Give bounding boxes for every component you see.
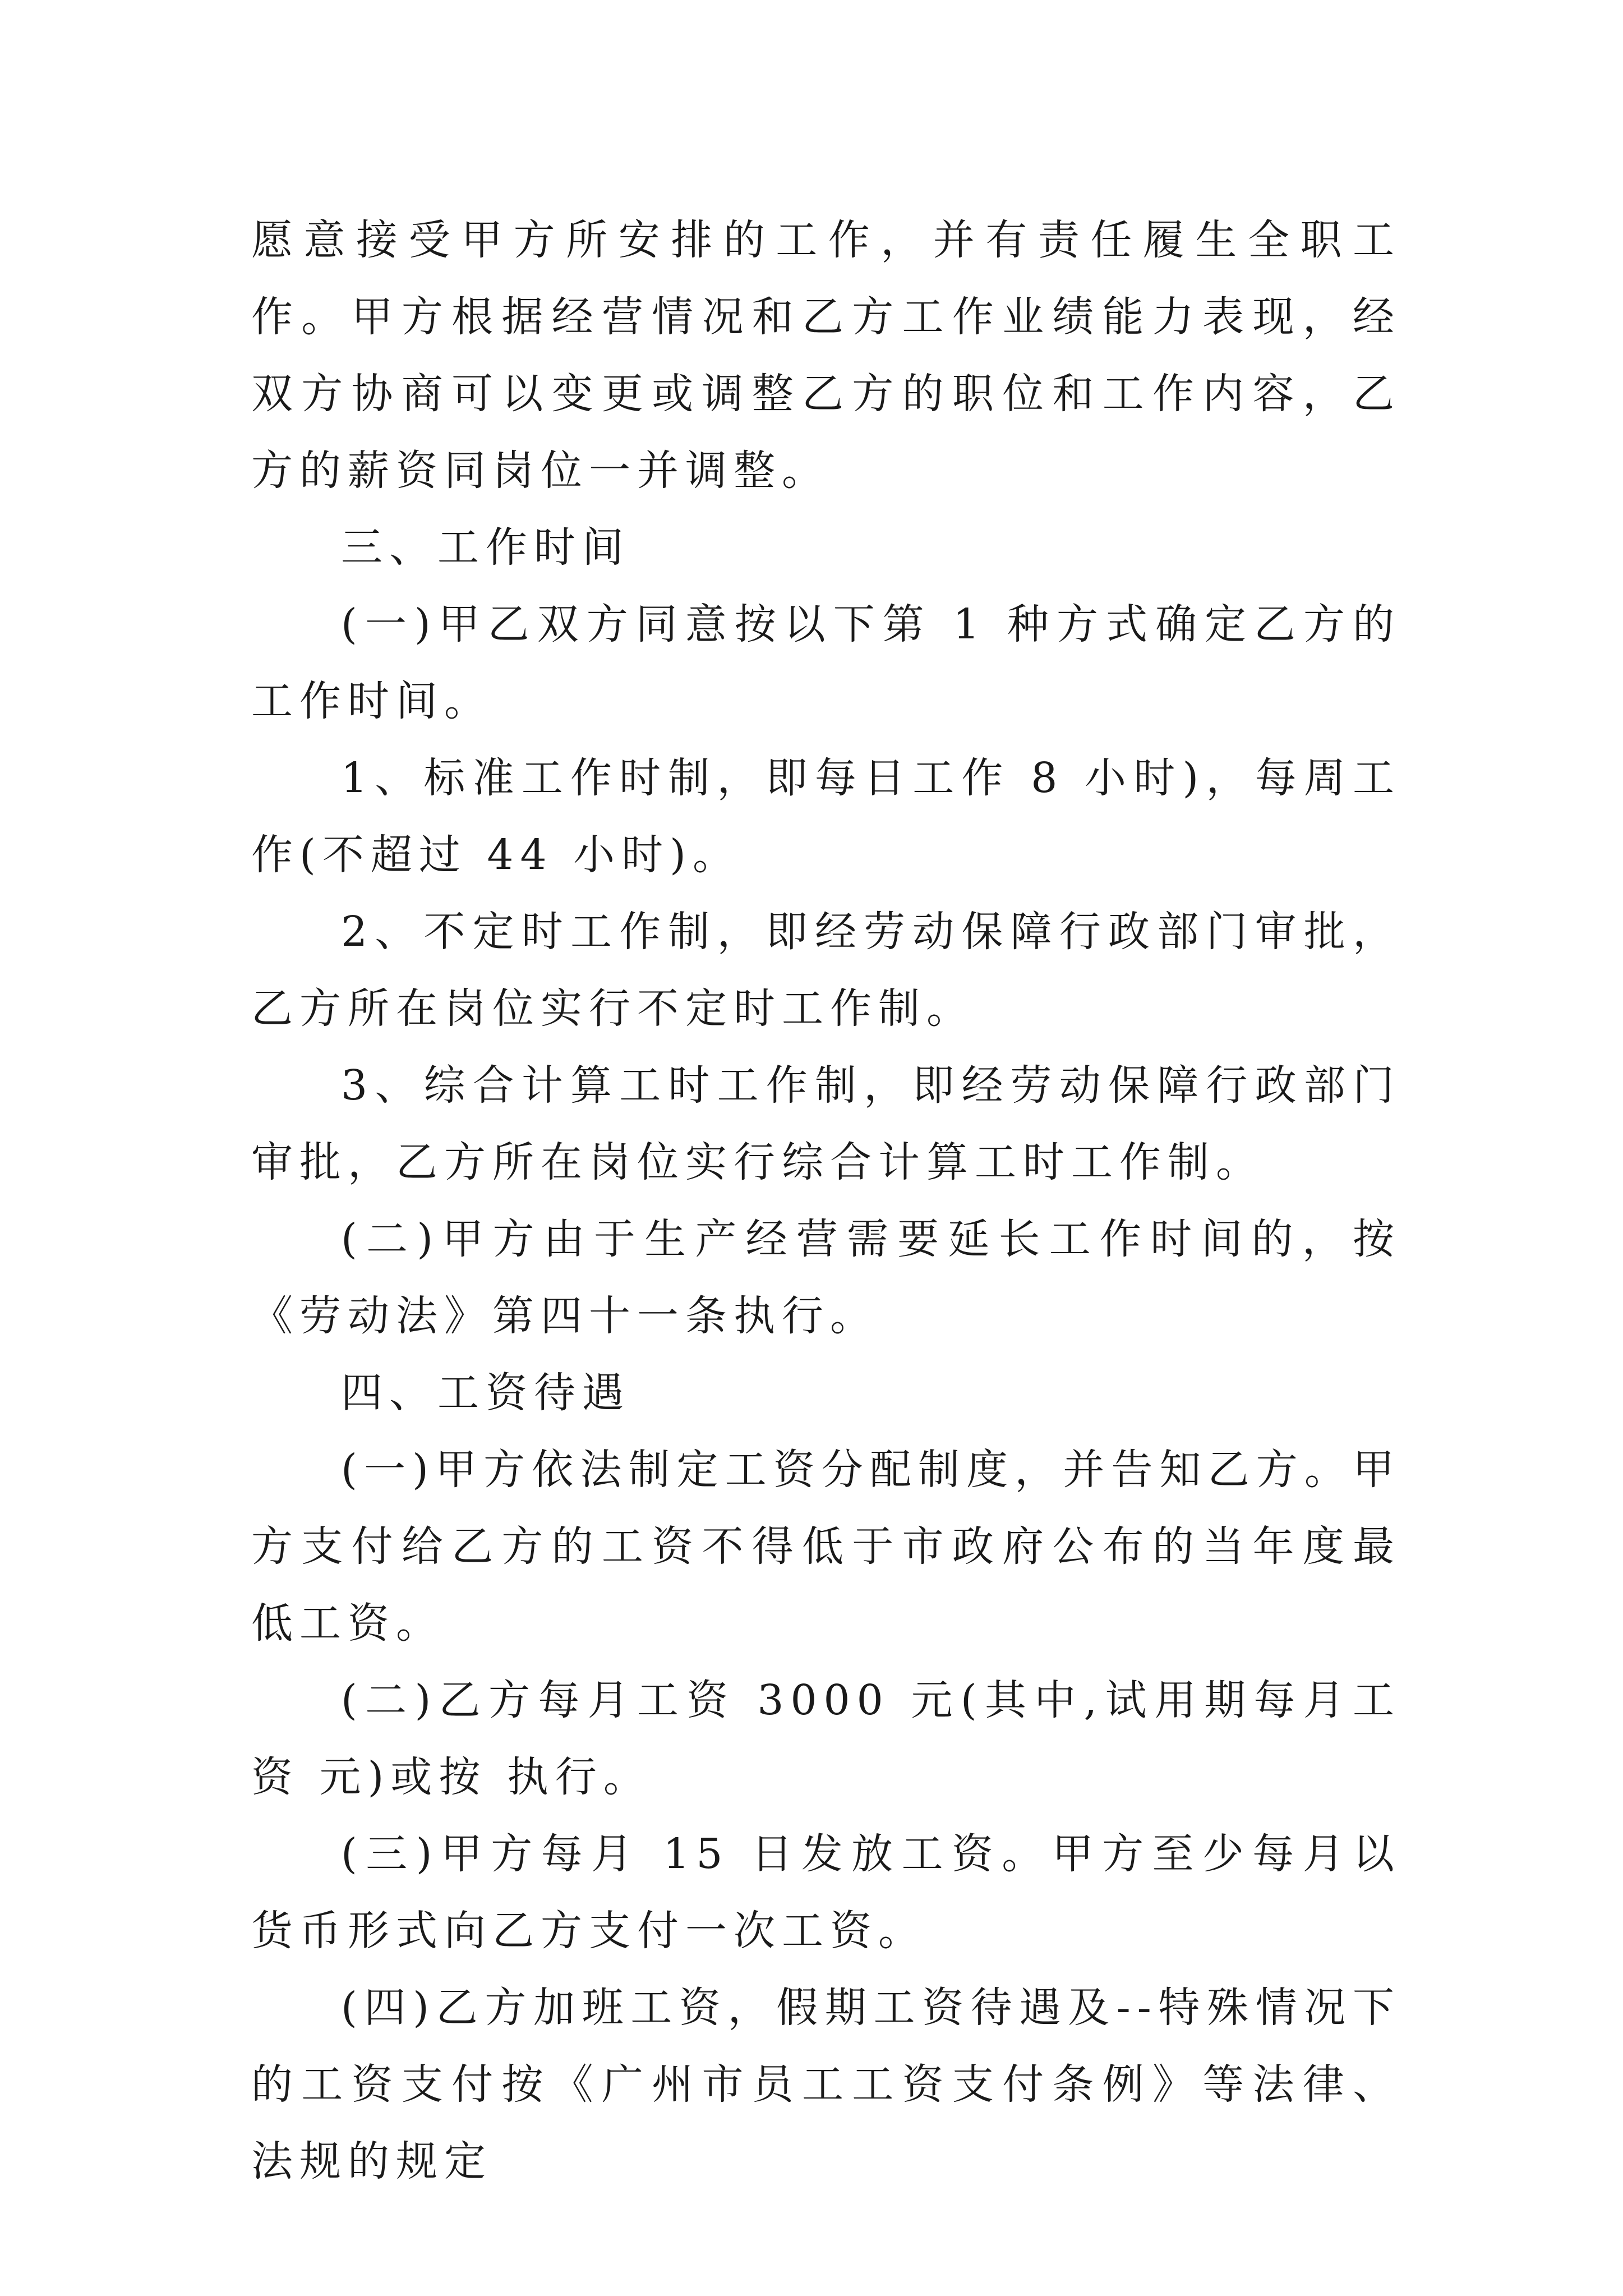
paragraph-hours-method: (一)甲乙双方同意按以下第 1 种方式确定乙方的工作时间。 <box>251 600 1401 725</box>
paragraph-job-duties: 愿意接受甲方所安排的工作，并有责任履生全职工作。甲方根据经营情况和乙方工作业绩能力表现，经双方协商可以变更或调整乙方的职位和工作内容，乙方的薪资同岗位一并调整。 <box>251 216 1401 495</box>
paragraph-special-wages: (四)乙方加班工资，假期工资待遇及--特殊情况下的工资支付按《广州市员工工资支付条例》等法律、法规的规定 <box>251 1984 1401 2185</box>
heading-working-hours: 三、工作时间 <box>341 523 630 572</box>
paragraph-overtime: (二)甲方由于生产经营需要延长工作时间的，按《劳动法》第四十一条执行。 <box>251 1215 1401 1340</box>
paragraph-flexible-hours: 2、不定时工作制，即经劳动保障行政部门审批，乙方所在岗位实行不定时工作制。 <box>251 908 1401 1033</box>
paragraph-comprehensive-hours: 3、综合计算工时工作制，即经劳动保障行政部门审批，乙方所在岗位实行综合计算工时工作制。 <box>251 1061 1401 1186</box>
heading-wages: 四、工资待遇 <box>341 1369 630 1417</box>
paragraph-monthly-wage: (二)乙方每月工资 3000 元(其中,试用期每月工资 元)或按 执行。 <box>251 1676 1401 1801</box>
document-body <box>251 202 1401 2200</box>
paragraph-standard-hours: 1、标准工作时制，即每日工作 8 小时)，每周工作(不超过 44 小时)。 <box>251 754 1401 879</box>
paragraph-wage-system: (一)甲方依法制定工资分配制度，并告知乙方。甲方支付给乙方的工资不得低于市政府公布的当年度最低工资。 <box>251 1446 1401 1648</box>
paragraph-pay-date: (三)甲方每月 15 日发放工资。甲方至少每月以货币形式向乙方支付一次工资。 <box>251 1830 1401 1955</box>
